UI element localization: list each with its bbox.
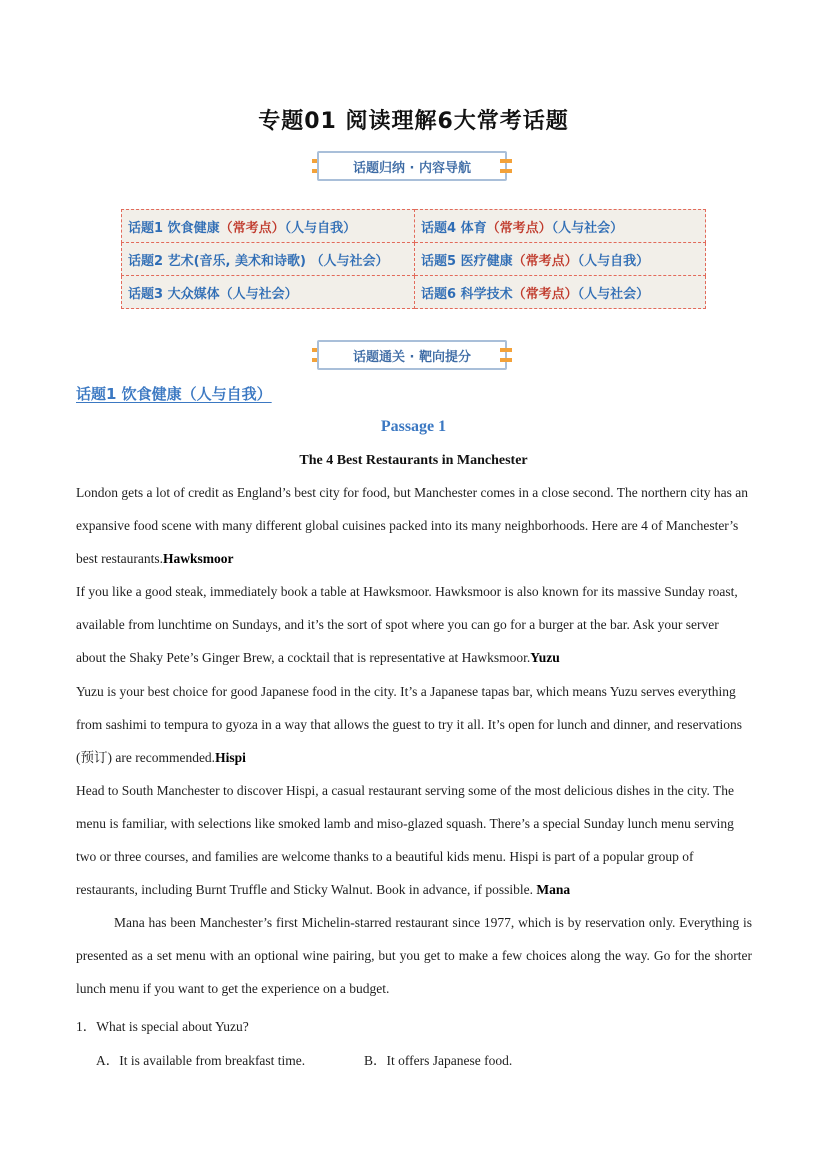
paragraph: If you like a good steak, immediately book a table at Hawksmoor. Hawksmoor is also known for its massive Sunday roast, available from lunchtime on Sundays, and it’s the sort of spot where you can go for a burger at the bar. Ask your server about the Shaky Pete’s Ginger Brew, a cocktail that is representative at Hawksmoor.Yuzu xyxy=(76,584,738,666)
article-title: The 4 Best Restaurants in Manchester xyxy=(299,453,528,468)
passage-label: Passage 1 xyxy=(380,418,447,435)
topic-navigation-table xyxy=(121,209,706,309)
restaurant-heading: Hawksmoor xyxy=(162,551,234,567)
option-a: A．It is available from breakfast time. xyxy=(96,1053,306,1068)
paragraph: Yuzu is your best choice for good Japanese food in the city. It’s a Japanese tapas bar, which means Yuzu serves everything from sashimi to tempura to gyoza in a way that allows the guest to try it all. It’s open for lunch and dinner, and reservations (预订) are recommended.Hispi xyxy=(76,683,743,765)
restaurant-heading: Hispi xyxy=(215,749,246,765)
question-options xyxy=(96,1049,512,1069)
table-row xyxy=(122,210,706,243)
topic-cell: 话题6 科学技术（常考点）（人与社会） xyxy=(415,276,706,309)
topic-cell: 话题5 医疗健康（常考点）（人与自我） xyxy=(415,243,706,276)
topic-cell: 话题3 大众媒体（人与社会） xyxy=(122,276,415,309)
paragraph: Head to South Manchester to discover Hispi, a casual restaurant serving some of the most delicious dishes in the city. The menu is familiar, with selections like smoked lamb and miso-glazed squash. There’s a special Sunday lunch menu serving two or three courses, and families are welcome thanks to a beautiful kids menu. Hispi is part of a popular group of restaurants, including Burnt Truffle and Sticky Walnut. Book in advance, if possible. Mana xyxy=(76,782,734,898)
topic-cell: 话题1 饮食健康（常考点）（人与自我） xyxy=(122,210,415,243)
banner-topic-practice xyxy=(312,340,512,370)
topic-cell: 话题4 体育（常考点）（人与社会） xyxy=(415,210,706,243)
question-text: 1．What is special about Yuzu? xyxy=(76,1019,249,1034)
topic-cell: 话题2 艺术(音乐, 美术和诗歌) （人与社会） xyxy=(122,243,415,276)
paragraph: Mana has been Manchester’s first Michelin-starred restaurant since 1977, which is by reservation only. Everything is presented as a set menu with an optional wine pairing, but you get to make a few choices along the way. Go for the shorter lunch menu if you want to get the experience on a budget. xyxy=(76,915,752,997)
table-row xyxy=(122,243,706,276)
option-b: B．It offers Japanese food. xyxy=(364,1053,513,1068)
section-heading: 话题1 饮食健康（人与自我） xyxy=(76,385,272,403)
banner-label: 话题归纳 · 内容导航 xyxy=(317,151,507,181)
passage-body xyxy=(76,476,752,1006)
restaurant-heading: Mana xyxy=(536,882,571,898)
page-title: 专题01 阅读理解6大常考话题 xyxy=(258,109,569,134)
banner-label: 话题通关 · 靶向提分 xyxy=(317,340,507,370)
banner-topic-navigation xyxy=(312,151,512,181)
paragraph: London gets a lot of credit as England’s best city for food, but Manchester comes in a close second. The northern city has an expansive food scene with many different global cuisines packed into its many neighborhoods. Here are 4 of Manchester’s best restaurants.Hawksmoor xyxy=(76,485,748,567)
table-row xyxy=(122,276,706,309)
restaurant-heading: Yuzu xyxy=(530,650,560,666)
